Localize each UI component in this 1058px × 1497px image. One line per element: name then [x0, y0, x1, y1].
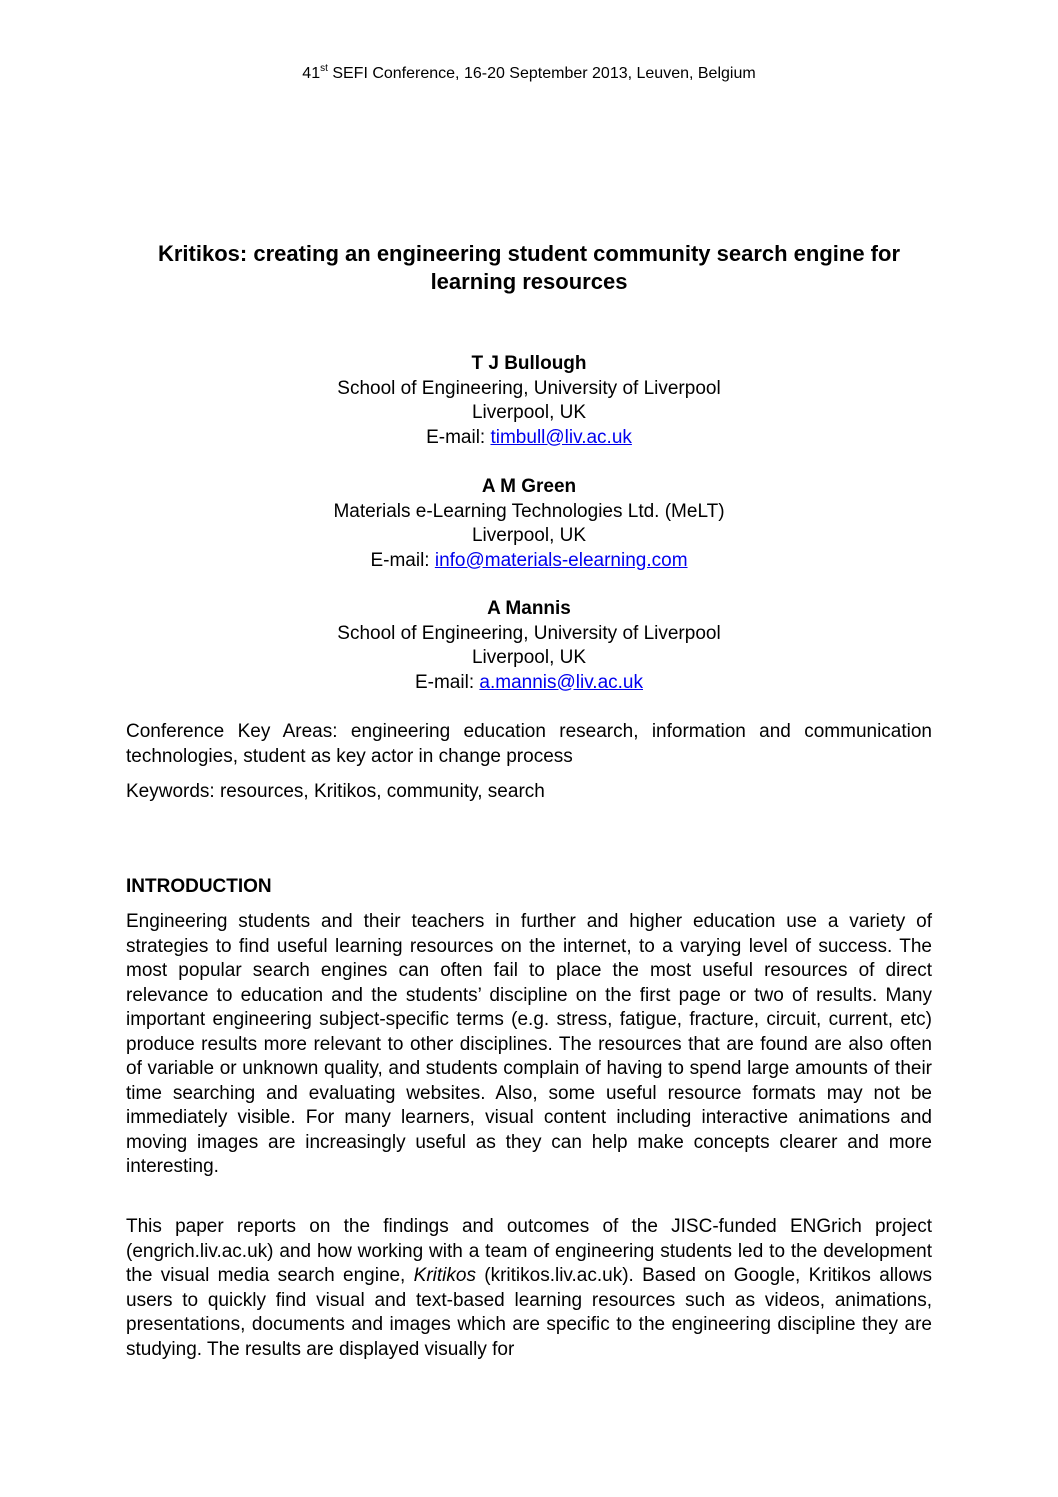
conference-header	[0, 62, 1058, 86]
paragraph-text: (kritikos.liv.ac.uk). Based on Google, Kritikos allows users to quickly find visual and text-based learning resources such as videos, animations, presentations, documents and images which are specific to the engineering discipline they are studying. The results are displayed visually for	[126, 1265, 932, 1360]
author-affiliation: School of Engineering, University of Liverpool	[337, 377, 721, 399]
author-email-label: E-mail:	[426, 426, 491, 448]
author-block	[0, 597, 1058, 695]
author-email-link[interactable]: a.mannis@liv.ac.uk	[479, 671, 643, 693]
author-email-label: E-mail:	[370, 549, 435, 571]
author-email-line	[0, 426, 1058, 451]
author-location: Liverpool, UK	[471, 525, 587, 546]
section-heading-introduction: INTRODUCTION	[126, 876, 272, 897]
introduction-paragraph: Engineering students and their teachers in further and higher education use a variety of strategies to find useful learning resources on the internet, to a varying level of success. The most popular search engines can often fail to place the most useful resources of direct relevance to education and the students’ discipline on the first page or two of results. Many important engineering subject-specific terms (e.g. stress, fatigue, fracture, circuit, current, etc) produce results more relevant to other disciplines. The resources that are found are also often of variable or unknown quality, and students complain of having to spend large amounts of their time searching and evaluating websites. Also, some useful resource formats may not be immediately visible. For many learners, visual content including interactive animations and moving images are increasingly useful as they can help make concepts clearer and more interesting.	[126, 911, 932, 1177]
conference-key-areas: Conference Key Areas: engineering education research, information and communication technologies, student as key actor in change process	[126, 721, 932, 767]
author-email-line	[0, 671, 1058, 696]
author-email-label: E-mail:	[414, 671, 480, 693]
paragraph-text: This paper reports on the findings and outcomes of the JISC-funded ENGrich project (engrich.liv.ac.uk) and how working with a team of engineering students led to the development the visual media search engine,	[126, 1216, 932, 1286]
author-name: A M Green	[481, 476, 577, 497]
author-name: A Mannis	[487, 598, 571, 619]
conference-ordinal-number: 41	[302, 65, 321, 82]
author-email-link[interactable]: info@materials-elearning.com	[434, 549, 688, 571]
author-email-line	[0, 549, 1058, 574]
conference-header-text: SEFI Conference, 16-20 September 2013, Leuven, Belgium	[327, 65, 756, 82]
author-location: Liverpool, UK	[471, 647, 587, 668]
author-block	[0, 352, 1058, 450]
author-location: Liverpool, UK	[471, 402, 587, 423]
author-name: T J Bullough	[471, 353, 587, 374]
introduction-paragraph	[126, 1215, 932, 1362]
kritikos-italic: Kritikos	[413, 1265, 476, 1286]
author-affiliation: School of Engineering, University of Liverpool	[337, 622, 721, 644]
conference-ordinal-suffix: st	[320, 63, 328, 74]
paper-title: Kritikos: creating an engineering student community search engine for learning resources	[157, 241, 901, 294]
author-affiliation: Materials e-Learning Technologies Ltd. (MeLT)	[333, 500, 725, 522]
keywords: Keywords: resources, Kritikos, community, search	[126, 781, 545, 802]
author-email-link[interactable]: timbull@liv.ac.uk	[490, 426, 632, 448]
author-block	[0, 475, 1058, 573]
